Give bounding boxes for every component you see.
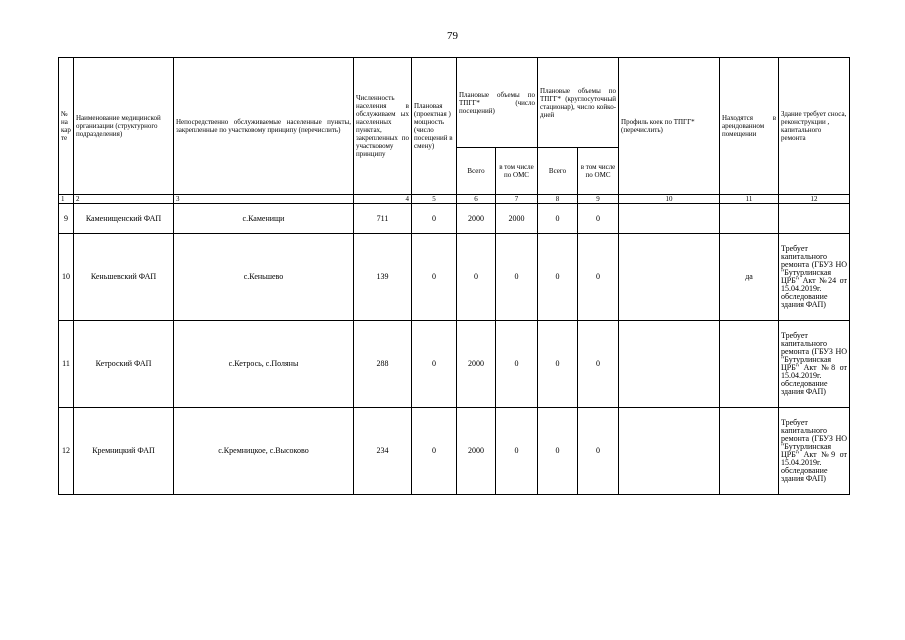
header-visits-oms: в том числе по ОМС [496,148,538,195]
table-row [59,408,850,495]
row-bed-profile [619,321,720,408]
row-organization: Кетроский ФАП [74,321,174,408]
column-number: 11 [720,195,779,204]
row-capacity: 0 [412,204,457,234]
row-map-number: 11 [59,321,74,408]
row-visits-total: 0 [457,234,496,321]
row-organization: Кремницкий ФАП [74,408,174,495]
row-visits-oms: 0 [496,234,538,321]
header-bed-profile: Профиль коек по ТПГГ* (перечислить) [619,58,720,195]
header-settlements: Непосредственно обслуживаемые населенные пункты, закрепленные по участковому принципу (перечислить) [174,58,354,195]
row-building-state: Требует капитального ремонта (ГБУЗ НО "Бутурлинская ЦРБ" Акт №24 от 15.04.2019г. обследование здания ФАП) [779,234,850,321]
facilities-table [58,57,850,495]
table-row [59,234,850,321]
row-organization: Каменищенский ФАП [74,204,174,234]
row-visits-oms: 2000 [496,204,538,234]
header-population: Численность населения в обслуживаем ых населенных пунктах, закрепленных по участковому принципу [354,58,412,195]
row-population: 288 [354,321,412,408]
column-number: 9 [578,195,619,204]
row-settlements: с.Кетрось, с.Поляны [174,321,354,408]
header-map-number: № на кар те [59,58,74,195]
row-bed-profile [619,408,720,495]
row-settlements: с.Каменищи [174,204,354,234]
row-bed-profile [619,204,720,234]
row-beds-oms: 0 [578,321,619,408]
header-building-state: Здание требует сноса, реконструкции , капитального ремонта [779,58,850,195]
row-rented [720,408,779,495]
row-beds-oms: 0 [578,234,619,321]
row-population: 711 [354,204,412,234]
row-map-number: 9 [59,204,74,234]
header-beds-total: Всего [538,148,578,195]
column-numbers-row [59,195,850,204]
column-number: 12 [779,195,850,204]
column-number: 2 [74,195,174,204]
row-visits-oms: 0 [496,408,538,495]
row-capacity: 0 [412,321,457,408]
row-beds-oms: 0 [578,204,619,234]
header-organization: Наименование медицинской организации (структурного подразделения) [74,58,174,195]
header-rented: Находятся в арендованном помещении [720,58,779,195]
row-beds-total: 0 [538,204,578,234]
header-row-1 [59,58,850,148]
row-building-state: Требует капитального ремонта (ГБУЗ НО "Бутурлинская ЦРБ" Акт №9 от 15.04.2019г. обследование здания ФАП) [779,408,850,495]
row-capacity: 0 [412,234,457,321]
column-number: 4 [354,195,412,204]
row-beds-oms: 0 [578,408,619,495]
row-visits-total: 2000 [457,204,496,234]
header-capacity: Плановая (проектная ) мощность (число посещений в смену) [412,58,457,195]
row-building-state [779,204,850,234]
page-number: 79 [447,30,458,42]
row-bed-profile [619,234,720,321]
row-rented: да [720,234,779,321]
row-visits-total: 2000 [457,321,496,408]
row-capacity: 0 [412,408,457,495]
header-beds-oms: в том числе по ОМС [578,148,619,195]
column-number: 1 [59,195,74,204]
row-settlements: с.Кремницкое, с.Высоково [174,408,354,495]
row-population: 139 [354,234,412,321]
table-row [59,204,850,234]
row-settlements: с.Кеньшево [174,234,354,321]
header-visits-plan: Плановые объемы по ТПГГ* (число посещений) [457,58,538,148]
column-number: 7 [496,195,538,204]
row-map-number: 12 [59,408,74,495]
column-number: 3 [174,195,354,204]
column-number: 8 [538,195,578,204]
column-number: 6 [457,195,496,204]
row-beds-total: 0 [538,408,578,495]
row-building-state: Требует капитального ремонта (ГБУЗ НО "Бутурлинская ЦРБ" Акт №8 от 15.04.2019г. обследование здания ФАП) [779,321,850,408]
row-rented [720,321,779,408]
column-number: 10 [619,195,720,204]
row-visits-oms: 0 [496,321,538,408]
row-visits-total: 2000 [457,408,496,495]
row-population: 234 [354,408,412,495]
row-organization: Кеньшевский ФАП [74,234,174,321]
row-rented [720,204,779,234]
table-row [59,321,850,408]
row-beds-total: 0 [538,321,578,408]
row-beds-total: 0 [538,234,578,321]
header-visits-total: Всего [457,148,496,195]
row-map-number: 10 [59,234,74,321]
column-number: 5 [412,195,457,204]
header-beds-plan: Плановые объемы по ТПГГ* (круглосуточный стационар), число койко-дней [538,58,619,148]
